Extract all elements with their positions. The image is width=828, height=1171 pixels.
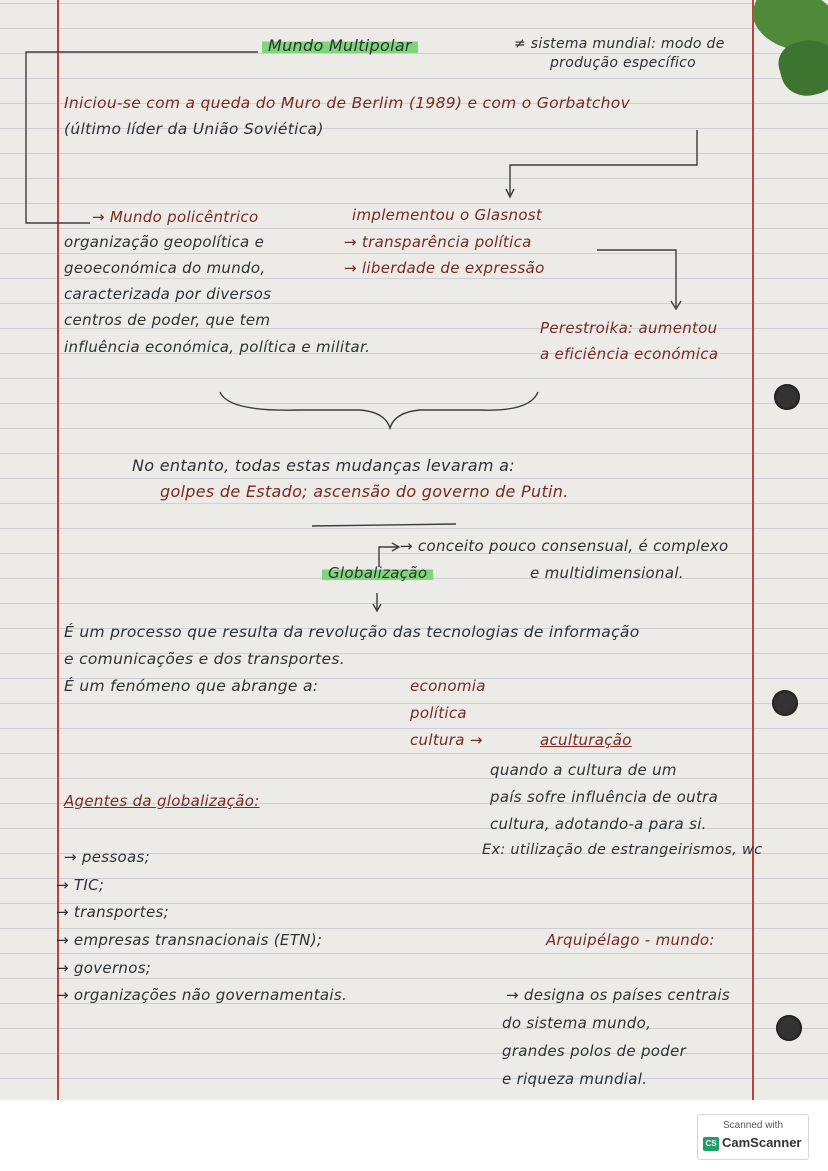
agent-item: → TIC; xyxy=(56,876,105,894)
camscanner-badge xyxy=(697,1114,809,1160)
acculturation-line-3: cultura, adotando-a para si. xyxy=(490,815,707,833)
globalization-title: Globalização xyxy=(322,564,433,582)
agent-item: → organizações não governamentais. xyxy=(56,986,348,1004)
polycentric-heading: → Mundo policêntrico xyxy=(92,208,259,226)
right-margin-line xyxy=(752,0,754,1100)
agent-item: → transportes; xyxy=(56,903,169,921)
globalization-phenomenon: É um fenómeno que abrange a: xyxy=(64,677,319,695)
globalization-definition-line-1: É um processo que resulta da revolução das tecnologias de informação xyxy=(64,623,640,641)
title-note-line-1: ≠ sistema mundial: modo de xyxy=(514,36,725,52)
agent-item: → pessoas; xyxy=(64,848,150,866)
intro-line-1: Iniciou-se com a queda do Muro de Berlim (1989) e com o Gorbatchov xyxy=(64,94,631,112)
perestroika-line-1: Perestroika: aumentou xyxy=(540,319,718,337)
binder-hole xyxy=(776,1015,802,1041)
binder-hole xyxy=(774,384,800,410)
agent-item: → empresas transnacionais (ETN); xyxy=(56,931,323,949)
camscanner-logo-icon: CS xyxy=(703,1137,719,1151)
archipelago-line-1: → designa os países centrais xyxy=(506,986,730,1004)
archipelago-line-2: do sistema mundo, xyxy=(502,1014,652,1032)
however-line-2: golpes de Estado; ascensão do governo de Putin. xyxy=(160,482,569,501)
scanned-with-text: Scanned with xyxy=(722,1120,784,1131)
polycentric-line-5: influência económica, política e militar. xyxy=(64,338,371,356)
area-cultura: cultura → xyxy=(410,731,483,749)
intro-line-2: (último líder da União Soviética) xyxy=(64,120,324,138)
globalization-definition-line-2: e comunicações e dos transportes. xyxy=(64,650,345,668)
area-economia: economia xyxy=(410,677,486,695)
polycentric-line-2: geoeconómica do mundo, xyxy=(64,259,266,277)
agent-item: → governos; xyxy=(56,959,152,977)
acculturation-line-4: Ex: utilização de estrangeirismos, wc xyxy=(482,842,763,858)
acculturation-label: aculturação xyxy=(540,731,632,749)
polycentric-line-3: caracterizada por diversos xyxy=(64,285,272,303)
archipelago-title: Arquipélago - mundo: xyxy=(546,931,715,949)
globalization-note-line-1: → conceito pouco consensual, é complexo xyxy=(400,537,729,555)
agents-title: Agentes da globalização: xyxy=(64,792,260,810)
glasnost-heading: implementou o Glasnost xyxy=(352,206,543,224)
archipelago-line-3: grandes polos de poder xyxy=(502,1042,687,1060)
area-politica: política xyxy=(410,704,467,722)
perestroika-line-2: a eficiência económica xyxy=(540,345,719,363)
title-note-line-2: produção específico xyxy=(550,55,697,71)
polycentric-line-4: centros de poder, que tem xyxy=(64,311,271,329)
archipelago-line-4: e riqueza mundial. xyxy=(502,1070,648,1088)
however-line-1: No entanto, todas estas mudanças levaram a: xyxy=(132,456,515,475)
title-mundo-multipolar: Mundo Multipolar xyxy=(262,36,418,55)
glasnost-item: → liberdade de expressão xyxy=(344,259,545,277)
acculturation-line-1: quando a cultura de um xyxy=(490,761,677,779)
camscanner-name: CamScanner xyxy=(722,1135,802,1150)
glasnost-item: → transparência política xyxy=(344,233,532,251)
polycentric-line-1: organização geopolítica e xyxy=(64,233,265,251)
binder-hole xyxy=(772,690,798,716)
acculturation-line-2: país sofre influência de outra xyxy=(490,788,719,806)
globalization-note-line-2: e multidimensional. xyxy=(530,564,684,582)
